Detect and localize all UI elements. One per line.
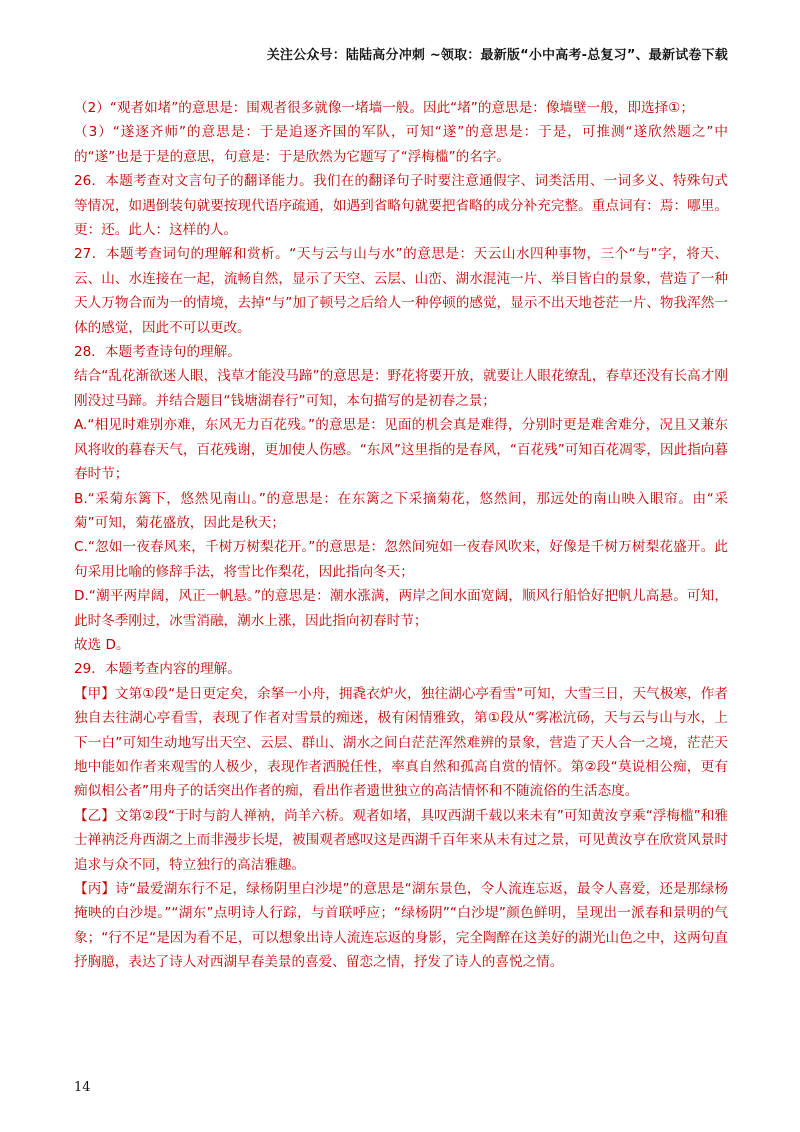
paragraph-q27: 27．本题考查词句的理解和赏析。“天与云与山与水”的意思是：天云山水四种事物，三个“与”字，将天、云、山、水连接在一起，流畅自然，显示了天空、云层、山峦、湖水混沌一片、举目皆白的景象，营造了一种天人万物合而为一的情境，去掉“与”加了顿号之后给人一种停顿的感觉，显示不出天地苍茫一片、物我浑然一体的感觉，因此不可以更改。 xyxy=(74,246,728,336)
paragraph-q29-bing: 【丙】诗“最爱湖东行不足，绿杨阴里白沙堤”的意思是“湖东景色，令人流连忘返，最令人喜爱，还是那绿杨掩映的白沙堤。”“湖东”点明诗人行踪，与首联呼应；“绿杨阴”“白沙堤”颜色鲜明，呈现出一派春和景明的气象；“行不足“是因为看不足，可以想象出诗人流连忘返的身影，完全陶醉在这美好的湖光山色之中，这两句直抒胸臆，表达了诗人对西湖早春美景的喜爱、留恋之情，抒发了诗人的喜悦之情。 xyxy=(74,881,728,971)
paragraph-q28-answer: 故选 D。 xyxy=(74,636,130,653)
page-header: 关注公众号：陆陆高分冲刺 ~领取：最新版“小中高考-总复习”、最新试卷下载 xyxy=(266,48,728,63)
page-number: 14 xyxy=(74,1080,91,1095)
paragraph-q28-option-a: A.“相见时难别亦难，东风无力百花残。”的意思是：见面的机会真是难得，分别时更是难舍难分，况且又兼东风将收的暮春天气，百花残谢，更加使人伤感。“东风”这里指的是春风，“百花残”可知百花凋零，因此指向暮春时节； xyxy=(74,417,728,483)
paragraph-q29-heading: 29．本题考查内容的理解。 xyxy=(74,661,241,678)
paragraph-q28-heading: 28．本题考查诗句的理解。 xyxy=(74,344,241,361)
paragraph-q29-yi: 【乙】文第②段“于时与韵人禅衲，尚羊六桥。观者如堵，具叹西湖千载以来未有”可知黄汝亨乘“浮梅槛”和雅士禅衲泛舟西湖之上而非漫步长堤，被围观者感叹这是西湖千百年来从未有过之景，可见黄汝亨在欣赏风景时追求与众不同，特立独行的高洁雅趣。 xyxy=(74,807,728,873)
answer-content xyxy=(74,96,728,975)
paragraph-q28-option-d: D.“潮平两岸阔，风正一帆悬。”的意思是：潮水涨满，两岸之间水面宽阔，顺风行船恰好把帆儿高悬。可知，此时冬季刚过，冰雪消融，潮水上涨，因此指向初春时节； xyxy=(74,588,728,629)
paragraph-q28-option-b: B.“采菊东篱下，悠然见南山。”的意思是：在东篱之下采摘菊花，悠然间，那远处的南山映入眼帘。由“采菊”可知，菊花盛放，因此是秋天； xyxy=(74,490,728,531)
paragraph-q28-option-c: C.“忽如一夜春风来，千树万树梨花开。”的意思是：忽然间宛如一夜春风吹来，好像是千树万树梨花盛开。此句采用比喻的修辞手法，将雪比作梨花，因此指向冬天； xyxy=(74,539,728,580)
paragraph-q28-intro: 结合“乱花渐欲迷人眼，浅草才能没马蹄”的意思是：野花将要开放，就要让人眼花缭乱，春草还没有长高才刚刚没过马蹄。并结合题目“钱塘湖春行”可知，本句描写的是初春之景； xyxy=(74,368,728,409)
paragraph-q29-jia: 【甲】文第①段“是日更定矣，余拏一小舟，拥毳衣炉火，独往湖心亭看雪”可知，大雪三日，天气极寒，作者独自去往湖心亭看雪，表现了作者对雪景的痴迷，极有闲情雅致，第①段从“雾凇沆砀，天与云与山与水，上下一白”可知生动地写出天空、云层、群山、湖水之间白茫茫浑然难辨的景象，营造了天人合一之境，茫茫天地中能如作者来观雪的人极少，表现作者洒脱任性，率真自然和孤高自赏的情怀。第②段“莫说相公痴，更有痴似相公者”用舟子的话突出作者的痴，看出作者遗世独立的高洁情怀和不随流俗的生活态度。 xyxy=(74,685,728,800)
paragraph-q25-3: （3）“遂逐齐师”的意思是：于是追逐齐国的军队，可知“遂”的意思是：于是，可推测“遂欣然题之”中的“遂”也是于是的意思，句意是：于是欣然为它题写了“浮梅槛”的名字。 xyxy=(74,124,728,165)
paragraph-q26: 26．本题考查对文言句子的翻译能力。我们在的翻译句子时要注意通假字、词类活用、一词多义、特殊句式等情况，如遇倒装句就要按现代语序疏通，如遇到省略句就要把省略的成分补充完整。重点词有：焉：哪里。更：还。此人：这样的人。 xyxy=(74,173,728,239)
paragraph-q25-2: （2）“观者如堵”的意思是：围观者很多就像一堵墙一般。因此“堵”的意思是：像墙壁一般，即选择①； xyxy=(74,100,694,116)
